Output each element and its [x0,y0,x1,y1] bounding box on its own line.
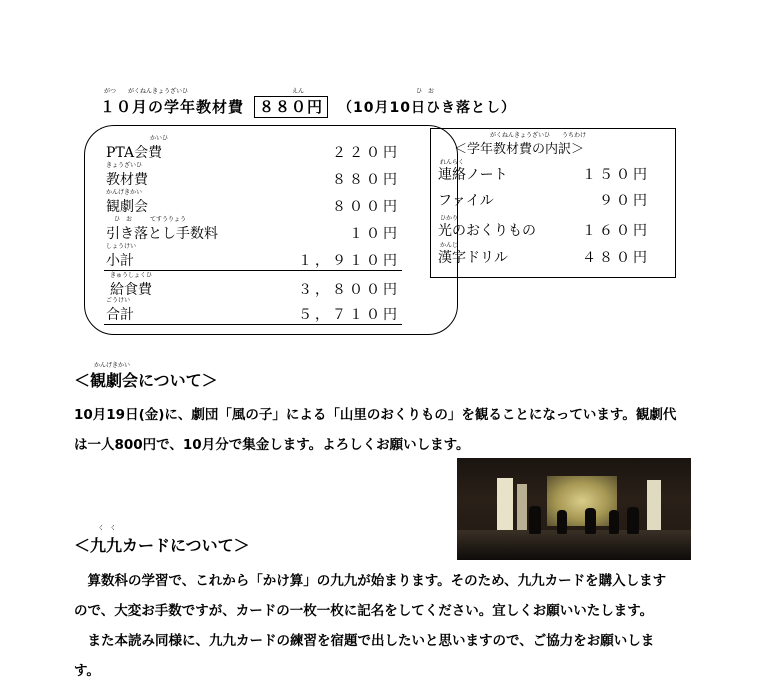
cost-value: ８００円 [332,199,400,215]
cost-label: 小計 [106,253,134,269]
cost-label: 給食費 [110,282,152,298]
cost-value: ５，７１０円 [298,307,400,323]
fee-header [100,96,516,117]
cost-row-fee [104,217,402,243]
cost-ruby: きょうざいひ [106,162,143,169]
cost-row-total [104,298,402,325]
cost-ruby: ごうけい [106,297,131,304]
cost-label: 教材費 [106,172,148,188]
breakdown-item-value: １５０円 [582,167,650,183]
cost-row-pta [104,136,402,162]
fee-note: （10月10日ひき落とし） [338,100,516,116]
cost-ruby: かんげきかい [106,189,143,196]
breakdown-item [438,215,650,240]
cost-label: 引き落とし手数料 [106,226,218,242]
cost-ruby: ひ お てすうりょう [114,216,187,223]
breakdown-item [438,159,650,184]
amount-ruby: えん [292,88,305,95]
performer-figure [585,508,596,534]
cost-value: １０円 [349,226,400,242]
theater-line-2: は一人800円で、10月分で集金します。よろしくお願いします。 [74,437,470,453]
breakdown-ruby: がくねんきょうざいひ うちわけ [490,132,587,139]
breakdown-item-label: 漢字ドリル [438,250,508,266]
theater-line-1: 10月19日(金)に、劇団「風の子」による「山里のおくりもの」を観ることになっています。観劇代 [74,407,677,423]
cost-value: ２２０円 [332,145,400,161]
cost-row-theater [104,190,402,216]
kuku-line-4: す。 [74,663,100,679]
performer-figure [529,506,541,534]
breakdown-item [438,242,650,267]
breakdown-item-value: ４８０円 [582,250,650,266]
breakdown-item-value: １６０円 [582,223,650,239]
stage-photo [457,458,691,560]
breakdown-item [438,188,650,210]
kuku-line-3: また本読み同様に、九九カードの練習を宿題で出したいと思いますので、ご協力をお願いしま [74,633,655,649]
performer-figure [557,510,567,534]
note-ruby: ひ お [416,88,435,95]
performer-figure [627,507,639,534]
breakdown-item-value: ９０円 [599,193,650,209]
breakdown-item-ruby: れんらく [440,159,465,166]
stage-floor [457,530,691,560]
performer-figure [609,510,619,534]
cost-row-subtotal [104,244,402,271]
breakdown-item-label: 連絡ノート [438,167,508,183]
cost-label: 合計 [106,307,134,323]
theater-heading-ruby: かんげきかい [94,362,131,369]
theater-paragraph [74,400,724,460]
cost-value: ３，８００円 [298,282,400,298]
breakdown-item-label: ファイル [438,193,494,209]
kuku-line-2: ので、大変お手数ですが、カードの一枚一枚に記名をしてください。宜しくお願いいたします。 [74,603,654,619]
fee-amount: ８８０円 [254,96,328,118]
cost-row-lunch [104,273,402,299]
cost-ruby: しょうけい [106,243,137,250]
kuku-paragraph [74,566,734,686]
cost-row-materials [104,163,402,189]
fee-title: １０月の学年教材費 [100,98,245,116]
breakdown-item-label: 光のおくりもの [438,223,536,239]
theater-heading: ＜観劇会について＞ [74,371,218,390]
kuku-heading: ＜九九カードについて＞ [74,536,250,555]
breakdown-item-ruby: ひかり [440,215,459,222]
cost-ruby: かいひ [150,135,169,142]
stage-screen-left [497,478,513,536]
cost-label: PTA会費 [106,145,163,161]
stage-screen-right [647,480,661,536]
cost-label: 観劇会 [106,199,148,215]
kuku-heading-ruby: く く [98,525,117,532]
cost-value: ８８０円 [332,172,400,188]
cost-value: １，９１０円 [298,253,400,269]
cost-ruby: きゅうしょくひ [110,272,153,279]
fee-header-ruby: がつ がくねんきょうざいひ [104,88,189,95]
breakdown-title: ＜学年教材費の内訳＞ [454,142,585,157]
stage-screen-left-inner [517,484,527,534]
breakdown-item-ruby: かんじ [440,242,459,249]
kuku-line-1: 算数科の学習で、これから「かけ算」の九九が始まります。そのため、九九カードを購入します [74,573,667,589]
